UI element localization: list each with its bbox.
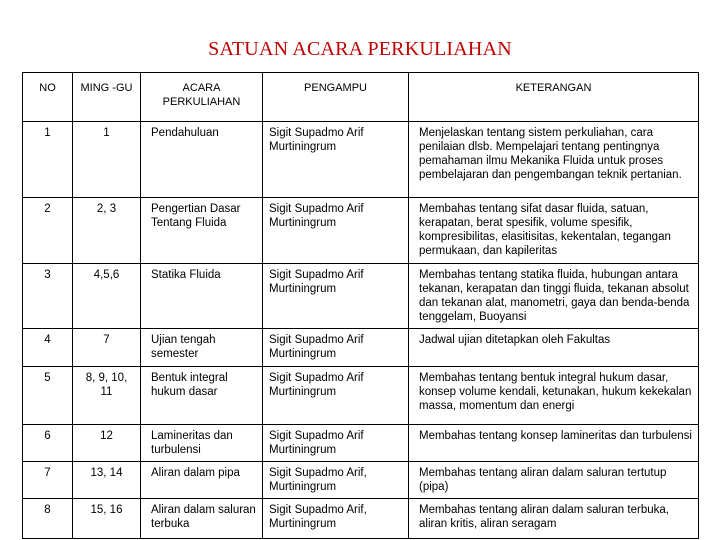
- cell-minggu: 1: [73, 122, 141, 198]
- cell-keterangan: Membahas tentang statika fluida, hubungan antara tekanan, kerapatan dan tinggi fluida, tekanan absolut dan tekanan alat, manometri, gaya dan benda-benda tenggelam, Buoyansi: [409, 264, 699, 329]
- table-header-row: [23, 73, 699, 122]
- header-acara: ACARA PERKULIAHAN: [141, 73, 263, 122]
- cell-no: 1: [23, 122, 73, 198]
- table-row: [23, 198, 699, 264]
- cell-pengampu: Sigit Supadmo Arif Murtiningrum: [263, 367, 409, 425]
- cell-pengampu: Sigit Supadmo Arif Murtiningrum: [263, 264, 409, 329]
- header-ming: MING -GU: [73, 73, 141, 122]
- cell-minggu: 7: [73, 329, 141, 367]
- cell-acara: Pendahuluan: [141, 122, 263, 198]
- cell-acara: Aliran dalam pipa: [141, 462, 263, 499]
- cell-no: 4: [23, 329, 73, 367]
- cell-keterangan: Membahas tentang konsep lamineritas dan turbulensi: [409, 425, 699, 462]
- cell-acara: Ujian tengah semester: [141, 329, 263, 367]
- cell-acara: Aliran dalam saluran terbuka: [141, 499, 263, 539]
- cell-keterangan: Jadwal ujian ditetapkan oleh Fakultas: [409, 329, 699, 367]
- table-row: [23, 329, 699, 367]
- cell-keterangan: Membahas tentang sifat dasar fluida, satuan, kerapatan, berat spesifik, volume spesifik, kompresibilitas, elasitisitas, kekentalan, tegangan permukaan, dan kapileritas: [409, 198, 699, 264]
- cell-acara: Statika Fluida: [141, 264, 263, 329]
- cell-no: 7: [23, 462, 73, 499]
- cell-no: 6: [23, 425, 73, 462]
- cell-keterangan: Membahas tentang aliran dalam saluran terbuka, aliran kritis, aliran seragam: [409, 499, 699, 539]
- cell-pengampu: Sigit Supadmo Arif, Murtiningrum: [263, 462, 409, 499]
- table-row: [23, 122, 699, 198]
- cell-no: 5: [23, 367, 73, 425]
- cell-minggu: 13, 14: [73, 462, 141, 499]
- cell-minggu: 8, 9, 10, 11: [73, 367, 141, 425]
- cell-minggu: 2, 3: [73, 198, 141, 264]
- page-title: SATUAN ACARA PERKULIAHAN: [208, 38, 512, 60]
- cell-pengampu: Sigit Supadmo Arif Murtiningrum: [263, 198, 409, 264]
- schedule-table: [22, 72, 699, 539]
- cell-minggu: 12: [73, 425, 141, 462]
- cell-minggu: 4,5,6: [73, 264, 141, 329]
- cell-keterangan: Membahas tentang aliran dalam saluran tertutup (pipa): [409, 462, 699, 499]
- cell-minggu: 15, 16: [73, 499, 141, 539]
- table-row: [23, 462, 699, 499]
- cell-acara: Lamineritas dan turbulensi: [141, 425, 263, 462]
- cell-acara: Pengertian Dasar Tentang Fluida: [141, 198, 263, 264]
- cell-no: 3: [23, 264, 73, 329]
- cell-pengampu: Sigit Supadmo Arif Murtiningrum: [263, 425, 409, 462]
- cell-keterangan: Menjelaskan tentang sistem perkuliahan, cara penilaian dlsb. Mempelajari tentang pentingnya pemahaman ilmu Mekanika Fluida untuk proses pembelajaran dan pengembangan teknik pertanian.: [409, 122, 699, 198]
- cell-keterangan: Membahas tentang bentuk integral hukum dasar, konsep volume kendali, ketunakan, hukum kekekalan massa, momentum dan energi: [409, 367, 699, 425]
- table-row: [23, 425, 699, 462]
- header-no: NO: [23, 73, 73, 122]
- cell-no: 2: [23, 198, 73, 264]
- cell-acara: Bentuk integral hukum dasar: [141, 367, 263, 425]
- table-row: [23, 367, 699, 425]
- table-row: [23, 499, 699, 539]
- cell-pengampu: Sigit Supadmo Arif Murtiningrum: [263, 122, 409, 198]
- cell-pengampu: Sigit Supadmo Arif Murtiningrum: [263, 329, 409, 367]
- cell-no: 8: [23, 499, 73, 539]
- header-keterangan: KETERANGAN: [409, 73, 699, 122]
- cell-pengampu: Sigit Supadmo Arif, Murtiningrum: [263, 499, 409, 539]
- table-row: [23, 264, 699, 329]
- header-pengampu: PENGAMPU: [263, 73, 409, 122]
